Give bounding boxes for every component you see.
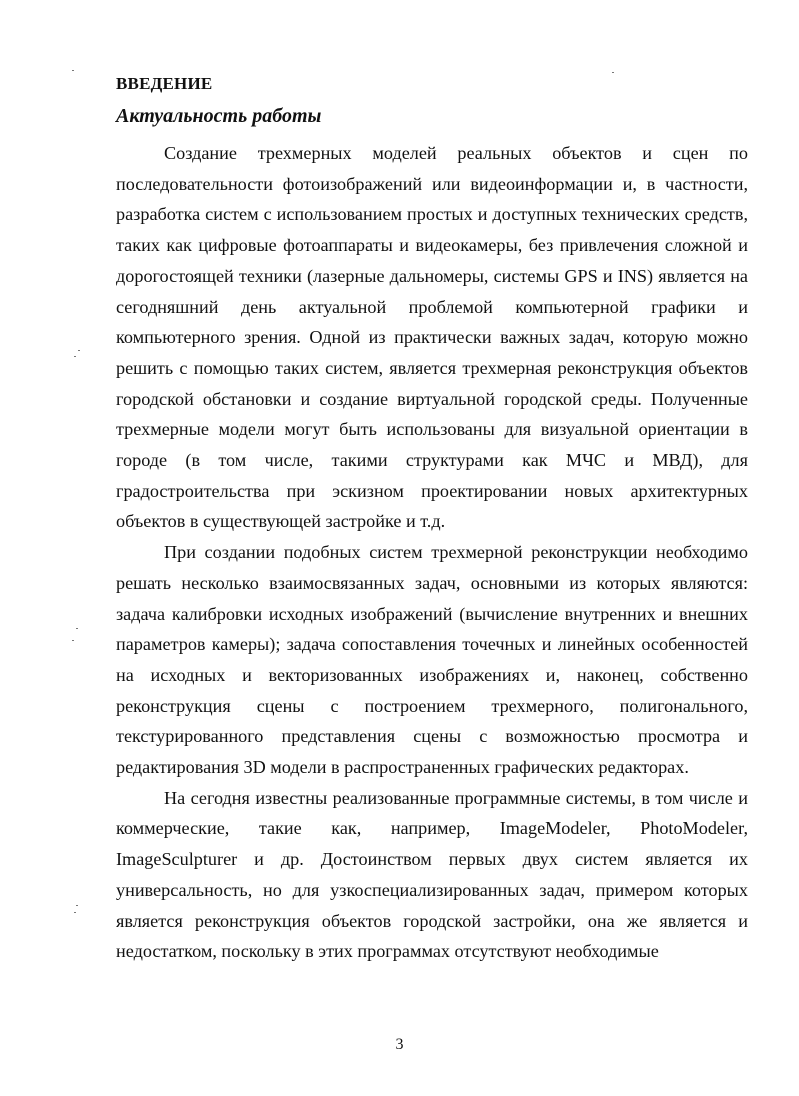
scan-speck — [74, 356, 76, 357]
scan-speck — [76, 905, 78, 906]
paragraph: Создание трехмерных моделей реальных объектов и сцен по последовательности фотоизображений или видеоинформации и, в частности, разработка систем с использованием простых и доступных технических средств, таких как цифровые фотоаппараты и видеокамеры, без привлечения сложной и дорогостоящей техники (лазерные дальномеры, системы GPS и INS) является на сегодняшний день актуальной проблемой компьютерной графики и компьютерного зрения. Одной из практически важных задач, которую можно решить с помощью таких систем, является трехмерная реконструкция объектов городской обстановки и создание виртуальной городской среды. Полученные трехмерные модели могут быть использованы для визуальной ориентации в городе (в том числе, такими структурами как МЧС и МВД), для градостроительства при эскизном проектировании новых архитектурных объектов в существующей застройке и т.д. — [116, 143, 748, 532]
scan-speck — [72, 640, 74, 641]
scan-speck — [612, 72, 614, 73]
scan-speck — [78, 350, 80, 351]
scan-speck — [72, 70, 74, 71]
paragraph: При создании подобных систем трехмерной реконструкции необходимо решать несколько взаимосвязанных задач, основными из которых являются: задача калибровки исходных изображений (вычисление внутренних и внешних параметров камеры); задача сопоставления точечных и линейных особенностей на исходных и векторизованных изображениях и, наконец, собственно реконструкция сцены с построением трехмерного, полигонального, текстурированного представления сцены с возможностью просмотра и редактирования 3D модели в распространенных графических редакторах. — [116, 542, 748, 778]
page-number: 3 — [395, 1036, 404, 1053]
subsection-heading: Актуальность работы — [116, 105, 322, 127]
scan-speck — [76, 628, 78, 629]
scan-speck — [74, 912, 76, 913]
body-text — [116, 138, 748, 967]
section-heading: ВВЕДЕНИЕ — [116, 74, 213, 93]
paragraph: На сегодня известны реализованные программные системы, в том числе и коммерческие, такие как, например, ImageModeler, PhotoModeler, ImageSculpturer и др. Достоинством первых двух систем является их универсальность, но для узкоспециализированных задач, примером которых является реконструкция объектов городской застройки, она же является и недостатком, поскольку в этих программах отсутствуют необходимые — [116, 787, 748, 962]
